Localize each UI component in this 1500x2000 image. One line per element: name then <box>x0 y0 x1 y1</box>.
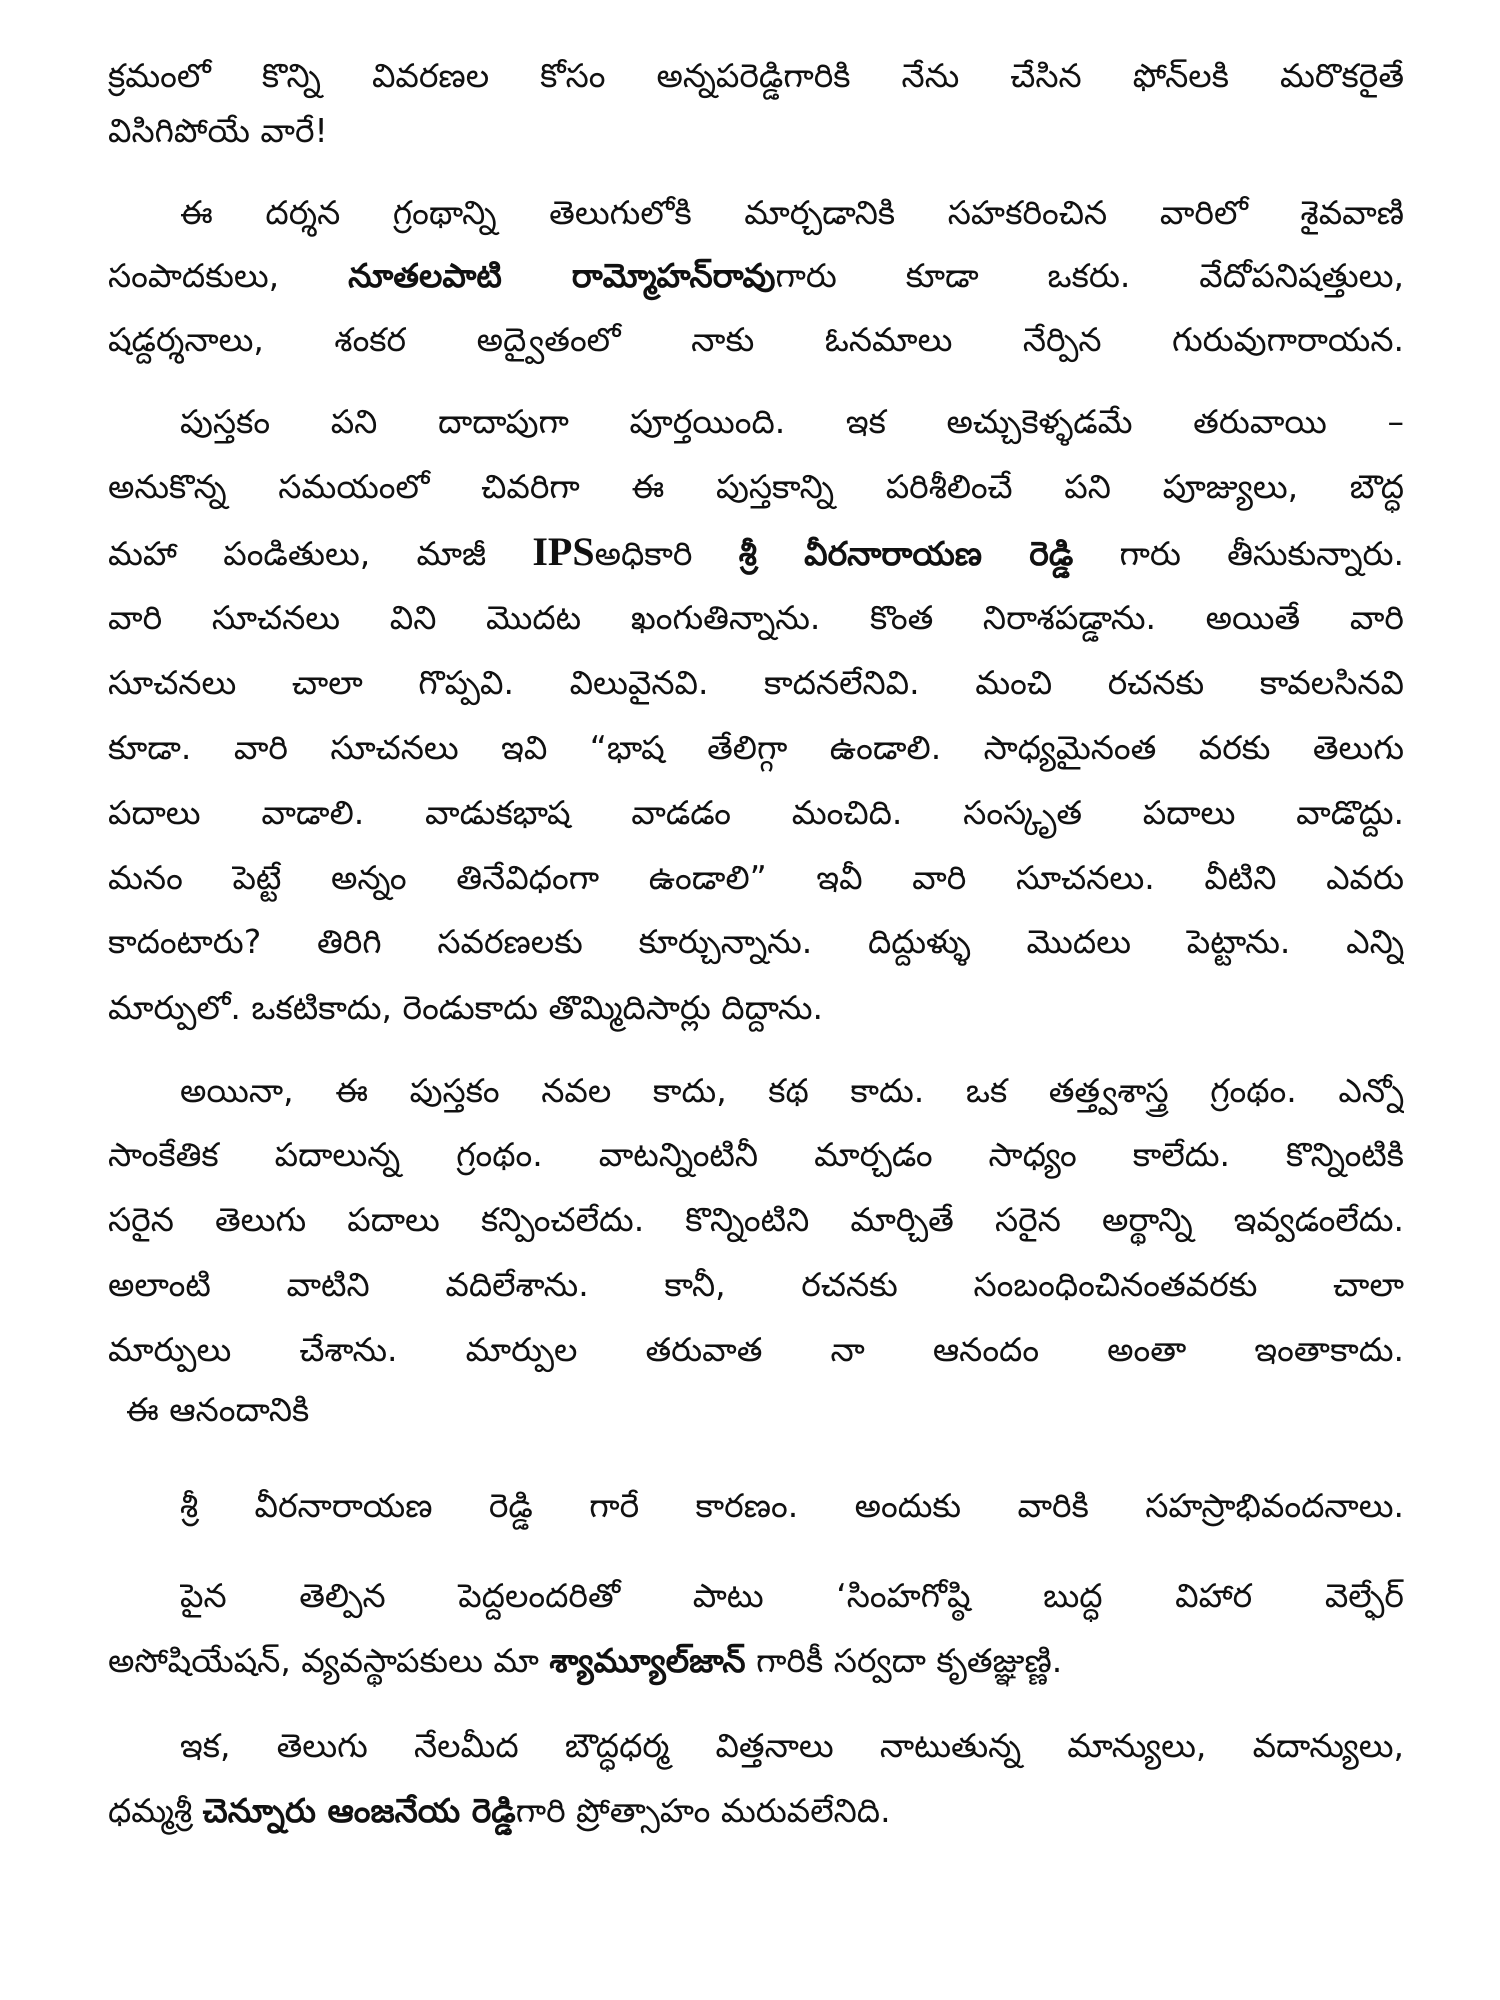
text-line: పైన తెల్పిన పెద్దలందరితో పాటు ‘సింహగోష్ఠి బుద్ధ విహార వెల్ఫేర్ <box>180 1576 1404 1615</box>
text-line: మహా పండితులు, మాజీ IPSఅధికారి శ్రీ వీరనారాయణ రెడ్డి గారు తీసుకున్నారు. <box>108 529 1404 574</box>
text-line: అనుకొన్న సమయంలో చివరిగా ఈ పుస్తకాన్ని పరిశీలించే పని పూజ్యులు, బౌద్ధ <box>108 467 1404 506</box>
text-line: మార్పులో. ఒకటికాదు, రెండుకాదు తొమ్మిదిసార్లు దిద్దాను. <box>108 988 823 1027</box>
text-line: అలాంటి వాటిని వదిలేశాను. కానీ, రచనకు సంబంధించినంతవరకు చాలా <box>108 1265 1404 1304</box>
document-page <box>108 40 1404 1960</box>
text-line: పదాలు వాడాలి. వాడుకభాష వాడడం మంచిది. సంస్కృత పదాలు వాడొద్దు. <box>108 793 1404 832</box>
text-line: ఈ దర్శన గ్రంథాన్ని తెలుగులోకి మార్చడానికి సహకరించిన వారిలో శైవవాణి <box>180 193 1404 232</box>
text-line: ధమ్మశ్రీ చెన్నూరు ఆంజనేయ రెడ్డిగారి ప్రోత్సాహం మరువలేనిది. <box>108 1791 891 1830</box>
text-line: వారి సూచనలు విని మొదట ఖంగుతిన్నాను. కొంత నిరాశపడ్డాను. అయితే వారి <box>108 598 1404 637</box>
ips-abbreviation: IPS <box>532 529 595 574</box>
text-line: కూడా. వారి సూచనలు ఇవి “భాష తేలిగ్గా ఉండాలి. సాధ్యమైనంత వరకు తెలుగు <box>108 728 1404 767</box>
text-line: సంపాదకులు, నూతలపాటి రామ్మోహన్‌రావుగారు కూడా ఒకరు. వేదోపనిషత్తులు, <box>108 256 1404 295</box>
text-line: సరైన తెలుగు పదాలు కన్పించలేదు. కొన్నింటిని మార్చితే సరైన అర్థాన్ని ఇవ్వడంలేదు. <box>108 1200 1404 1239</box>
text-line: కాదంటారు? తిరిగి సవరణలకు కూర్చున్నాను. దిద్దుళ్ళు మొదలు పెట్టాను. ఎన్ని <box>108 922 1404 961</box>
text-line: విసిగిపోయే వారే! <box>108 111 328 150</box>
text-line: మార్పులు చేశాను. మార్పుల తరువాత నా ఆనందం అంతా ఇంతాకాదు. <box>108 1330 1404 1369</box>
person-name: చెన్నూరు ఆంజనేయ రెడ్డి <box>202 1791 516 1830</box>
text-line: అయినా, ఈ పుస్తకం నవల కాదు, కథ కాదు. ఒక తత్త్వశాస్త్ర గ్రంథం. ఎన్నో <box>180 1071 1404 1110</box>
text-line: ఈ ఆనందానికి <box>126 1390 310 1429</box>
text-line: శ్రీ వీరనారాయణ రెడ్డి గారే కారణం. అందుకు వారికి సహస్రాభివందనాలు. <box>180 1486 1404 1525</box>
text-line: సాంకేతిక పదాలున్న గ్రంథం. వాటన్నింటినీ మార్చడం సాధ్యం కాలేదు. కొన్నింటికి <box>108 1135 1404 1174</box>
text-line: షడ్దర్శనాలు, శంకర అద్వైతంలో నాకు ఓనమాలు నేర్పిన గురువుగారాయన. <box>108 320 1404 359</box>
person-name: నూతలపాటి రామ్మోహన్‌రావు <box>348 256 776 295</box>
text-line: సూచనలు చాలా గొప్పవి. విలువైనవి. కాదనలేనివి. మంచి రచనకు కావలసినవి <box>108 663 1404 702</box>
person-name: శ్రీ వీరనారాయణ రెడ్డి <box>738 534 1074 573</box>
text-line: మనం పెట్టే అన్నం తినేవిధంగా ఉండాలి” ఇవీ వారి సూచనలు. వీటిని ఎవరు <box>108 858 1404 897</box>
text-line: అసోషియేషన్, వ్యవస్థాపకులు మా శ్యామ్యూల్‌జాన్ గారికీ సర్వదా కృతజ్ఞుణ్ణి. <box>108 1641 1063 1680</box>
person-name: శ్యామ్యూల్‌జాన్ <box>549 1641 746 1680</box>
text-line: క్రమంలో కొన్ని వివరణల కోసం అన్నపరెడ్డిగారికి నేను చేసిన ఫోన్‌లకి మరొకరైతే <box>108 56 1404 95</box>
text-line: ఇక, తెలుగు నేలమీద బౌద్ధధర్మ విత్తనాలు నాటుతున్న మాన్యులు, వదాన్యులు, <box>180 1726 1404 1765</box>
text-line: పుస్తకం పని దాదాపుగా పూర్తయింది. ఇక అచ్చుకెళ్ళడమే తరువాయి – <box>180 402 1404 441</box>
